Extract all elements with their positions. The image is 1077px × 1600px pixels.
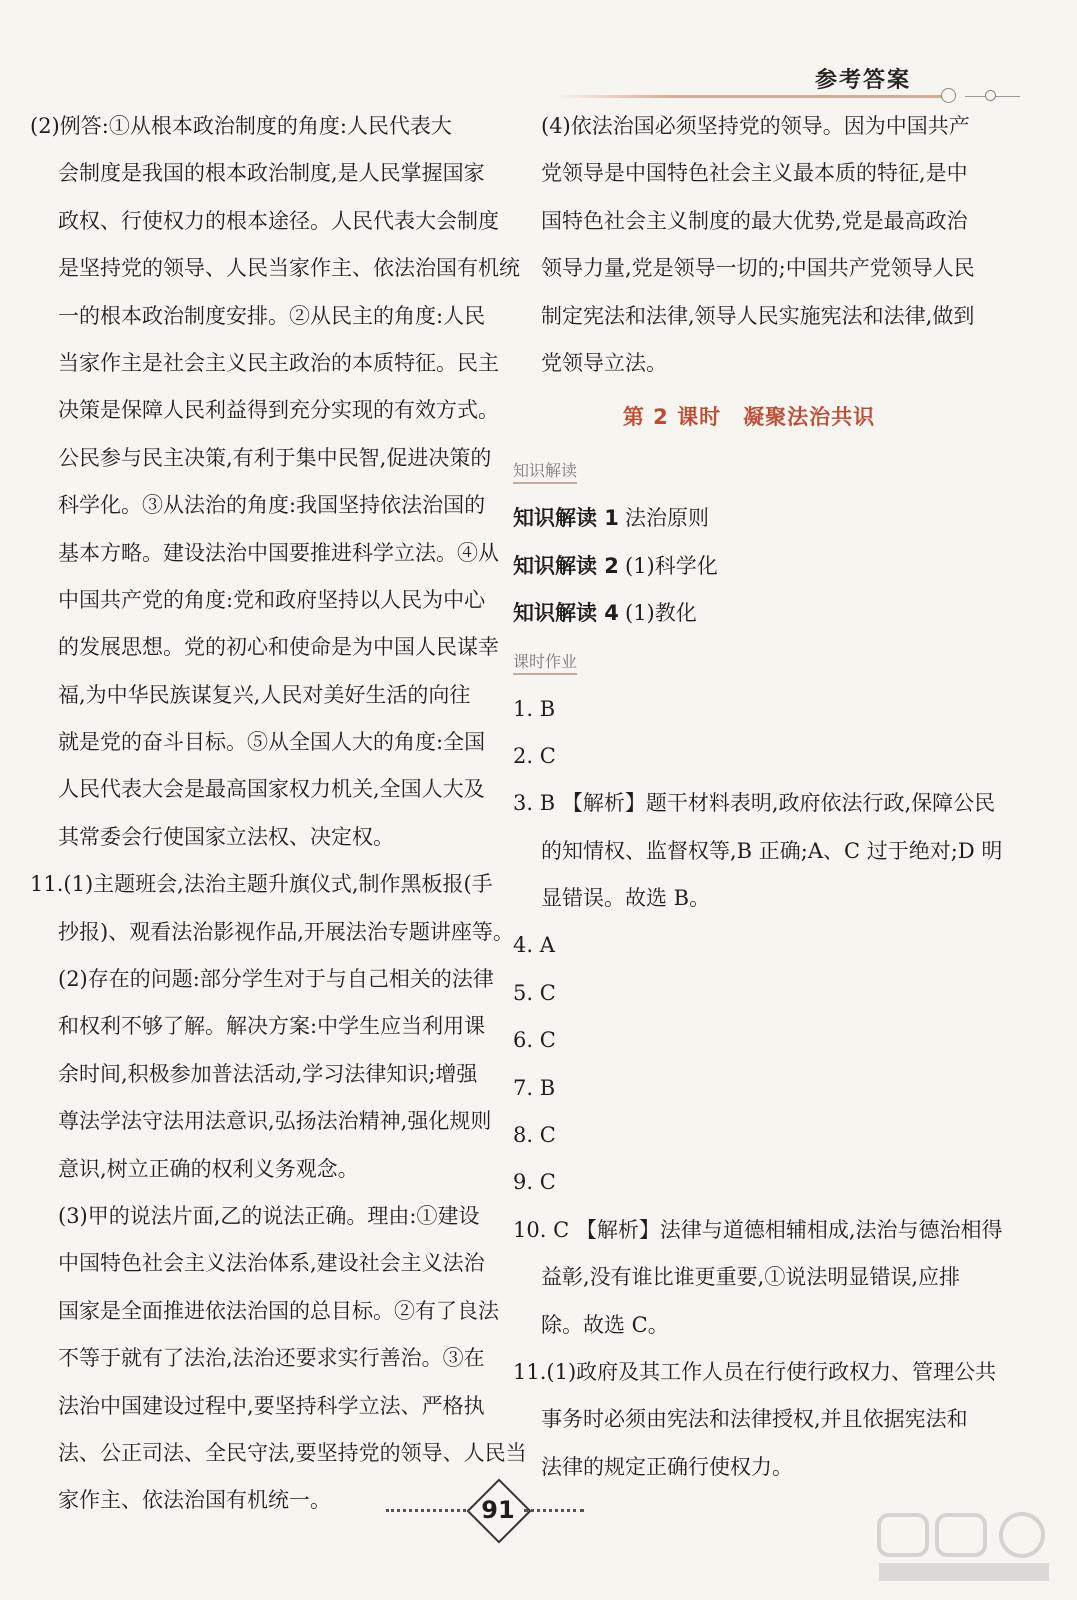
answer-line: 1. B <box>513 696 556 721</box>
text-line: 一的根本政治制度安排。②从民主的角度:人民 <box>58 303 486 328</box>
text-line: 的发展思想。党的初心和使命是为中国人民谋幸 <box>58 635 499 660</box>
section-knowledge-label: 知识解读 <box>513 461 577 484</box>
text-line: 会制度是我国的根本政治制度,是人民掌握国家 <box>58 161 485 186</box>
header-title: 参考答案 <box>815 68 912 93</box>
section-knowledge <box>513 447 965 495</box>
text-line: 和权利不够了解。解决方案:中学生应当利用课 <box>58 1014 486 1039</box>
knowledge-text: (1)教化 <box>625 601 697 626</box>
answer-line: 益彰,没有谁比谁更重要,①说法明显错误,应排 <box>541 1265 961 1290</box>
text-line: 决策是保障人民利益得到充分实现的有效方式。 <box>58 398 499 423</box>
watermark-logo-graphic <box>877 1511 1057 1586</box>
knowledge-text: 法治原则 <box>625 506 709 531</box>
answer-line: 7. B <box>513 1075 556 1100</box>
watermark-logo <box>877 1511 1057 1586</box>
knowledge-label: 知识解读 2 <box>513 553 619 578</box>
header-ring-small-icon <box>985 90 996 101</box>
text-line: 国家是全面推进依法治国的总目标。②有了良法 <box>58 1298 499 1323</box>
text-line: 政权、行使权力的根本途径。人民代表大会制度 <box>58 208 499 233</box>
answer-line: 3. B 【解析】题干材料表明,政府依法行政,保障公民 <box>513 791 996 816</box>
text-line: 国特色社会主义制度的最大优势,党是最高政治 <box>541 208 968 233</box>
text-line: 中国共产党的角度:党和政府坚持以人民为中心 <box>58 587 486 612</box>
section-homework-label: 课时作业 <box>513 652 577 675</box>
text-line: 不等于就有了法治,法治还要求实行善治。③在 <box>58 1346 485 1371</box>
answer-line: 显错误。故选 B。 <box>541 886 711 911</box>
answer-line: 6. C <box>513 1028 556 1053</box>
text-line: 人民代表大会是最高国家权力机关,全国人大及 <box>58 777 485 802</box>
answer-line: 8. C <box>513 1123 556 1148</box>
section-homework <box>513 638 965 686</box>
text-line: 福,为中华民族谋复兴,人民对美好生活的向往 <box>58 682 471 707</box>
footer-dots-right <box>524 1509 584 1512</box>
answer-line: 4. A <box>513 933 555 958</box>
text-line: 抄报)、观看法治影视作品,开展法治专题讲座等。 <box>58 919 514 944</box>
lesson-title: 第 2 课时 凝聚法治共识 <box>622 405 876 430</box>
answer-line: 11.(1)政府及其工作人员在行使行政权力、管理公共 <box>513 1359 997 1384</box>
knowledge-label: 知识解读 1 <box>513 506 619 531</box>
text-line: 法治中国建设过程中,要坚持科学立法、严格执 <box>58 1393 485 1418</box>
text-line: 制定宪法和法律,领导人民实施宪法和法律,做到 <box>541 303 975 328</box>
text-line: 是坚持党的领导、人民当家作主、依法治国有机统 <box>58 256 520 281</box>
text-line: 党领导立法。 <box>541 350 667 375</box>
knowledge-item <box>513 543 965 590</box>
text-line: (4)依法治国必须坚持党的领导。因为中国共产 <box>541 114 970 138</box>
knowledge-text: (1)科学化 <box>625 553 718 578</box>
knowledge-label: 知识解读 4 <box>513 601 619 626</box>
answer-line: 事务时必须由宪法和法律授权,并且依据宪法和 <box>541 1407 968 1432</box>
text-line: 余时间,积极参加普法活动,学习法律知识;增强 <box>58 1061 478 1086</box>
text-line: 党领导是中国特色社会主义最本质的特征,是中 <box>541 161 968 186</box>
answer-line: 除。故选 C。 <box>541 1312 669 1337</box>
text-line: 意识,树立正确的权利义务观念。 <box>58 1156 359 1181</box>
text-line: 尊法学法守法用法意识,弘扬法治精神,强化规则 <box>58 1109 492 1134</box>
answer-line: 的知情权、监督权等,B 正确;A、C 过于绝对;D 明 <box>541 838 1003 863</box>
answer-line: 9. C <box>513 1170 556 1195</box>
text-line: (2)例答:①从根本政治制度的角度:人民代表大 <box>30 114 452 138</box>
text-line: (2)存在的问题:部分学生对于与自己相关的法律 <box>58 967 494 992</box>
text-line: 中国特色社会主义法治体系,建设社会主义法治 <box>58 1251 485 1276</box>
text-line: 法、公正司法、全民守法,要坚持党的领导、人民当 <box>58 1440 527 1465</box>
text-line: 就是党的奋斗目标。⑤从全国人大的角度:全国 <box>58 730 486 755</box>
answer-line: 10. C 【解析】法律与道德相辅相成,法治与德治相得 <box>513 1217 1003 1242</box>
answer-line: 5. C <box>513 980 556 1005</box>
answer-line: 2. C <box>513 743 556 768</box>
text-line: 科学化。③从法治的角度:我国坚持依法治国的 <box>58 493 486 518</box>
knowledge-item <box>513 495 965 542</box>
right-column <box>513 103 1003 1491</box>
text-line: 家作主、依法治国有机统一。 <box>58 1488 331 1513</box>
answer-line: 法律的规定正确行使权力。 <box>541 1454 793 1479</box>
page-number: 91 <box>481 1496 515 1524</box>
text-line: 当家作主是社会主义民主政治的本质特征。民主 <box>58 350 499 375</box>
text-line: 领导力量,党是领导一切的;中国共产党领导人民 <box>541 256 975 281</box>
text-line: 基本方略。建设法治中国要推进科学立法。④从 <box>58 540 499 565</box>
footer-dots-left <box>386 1509 472 1512</box>
text-line: 其常委会行使国家立法权、决定权。 <box>58 824 394 849</box>
text-line: (3)甲的说法片面,乙的说法正确。理由:①建设 <box>58 1203 480 1228</box>
header-ring-icon <box>941 88 956 103</box>
header-rule <box>555 95 955 98</box>
text-line: 11.(1)主题班会,法治主题升旗仪式,制作黑板报(手 <box>30 872 493 897</box>
text-line: 公民参与民主决策,有利于集中民智,促进决策的 <box>58 445 492 470</box>
knowledge-item <box>513 590 965 637</box>
